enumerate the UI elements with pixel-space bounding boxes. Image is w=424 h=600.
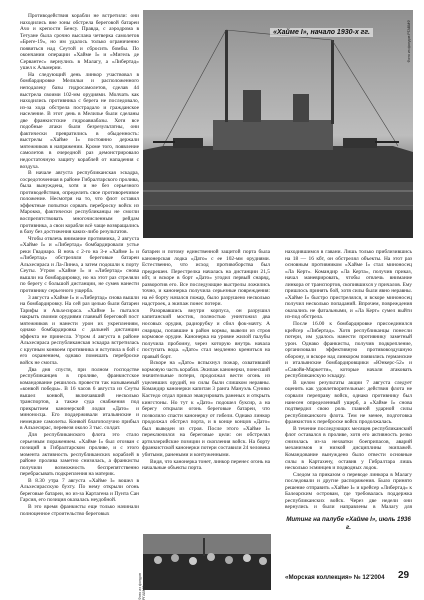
battleship-photo-top [143,10,413,238]
text-column-3 [285,249,412,509]
photo-credit: Фото из фондов РГАВМФ [407,20,411,63]
crew-meeting-photo [143,534,271,590]
paragraph: В целом результаты акции 7 августа следует оценить как удовлетворительные: действия флота не сорвали переправу войск, однако противнику был нанесен определенный ущерб, а «Хайме I» снова подтвердил свою роль главной ударной силы республиканского флота. Тем не менее, подготовка франкистов к переброске войск продолжалась. [285,379,412,426]
paragraph: Разорвавшись внутри корпуса, он разрушил капитанский мостик, полностью уничтожил два носовых орудия, радиорубку и сбил фок-мачту. А снаряды, попавшие в район кормы, вывели из строя кормовое орудие. Канонерка на уровне жилой палубы получила пробоину, через которую внутрь начала поступать вода. «Дато» стал медленно крениться на правый борт. [142,307,270,360]
photo-credit: Фото из фондов РГАВМФ [138,573,146,600]
paragraph: Два дня спустя, при полном господстве республиканцев в проливе, франкистское командование решилось провести так называемый «конвой победы». В 16 часов 6 августа из Сеуты вышел конвой, включавший несколько транспортов, а также суда снабжения под прикрытием канонерской лодки «Дато» и миноносца. Его поддерживали итальянские и немецкие самолеты. Конвой благополучно прибыл в Альхесирас, перевезя около 3 тыс. солдат. [20,366,139,432]
paragraph: 3 августа «Хайме I» и «Либертад» снова вышли на бомбардировку. На сей раз целью были батареи Тарифы и Альхесираса. «Хайме I» пытался накрыть своими орудиями главный береговой пост мятежников и нанести урон их укреплениям, однако бомбардировка с дальней дистанции эффекта не принесла. Утром 4 августа в районе Альхесираса республиканская эскадра встретилась с крупным конвоем противника и вступила в бой с его охранением, однако помешать переброске войск не смогла. [20,294,139,366]
paragraph: В 8.30 утра 7 августа «Хайме I» вошел в Альхесирасскую бухту. По нему открыли огонь береговые батареи, но из-за Картагена и Пунта Сан Гарсия, его позиция оказалась неудобной. [20,477,139,504]
paragraph: В течение последующих месяцев республиканский флот оставался в проливе, хотя его активность резко снизилась из-за нехватки боеприпасов, аварий механизмов и низкой дисциплины экипажей. Командование вынуждено было отвести основные силы в Картахену, оставив у Гибралтара лишь несколько эсминцев и подводных лодок. [285,425,412,472]
journal-footer: «Морская коллекция» № 12'2004 [285,574,385,581]
photo-caption: Митинг на палубе «Хайме I», июль 1936 г. [286,516,411,531]
paragraph: Для республиканского флота это стало серьезным поражением. «Хайме I» был отозван с позиций в Гибралтарском проливе, и с этого момента активность республиканских кораблей в районе пролива заметно снизилась, а франкисты получили возможность беспрепятственно перебрасывать подкрепления на материк. [20,432,139,478]
paragraph: В это время франкисты еще только начинали полноценное строительство береговых [20,504,139,517]
page-number: 29 [398,570,410,581]
paragraph: Видя, что канонерка тонет, линкор перенес огонь на начальные объекты порта. [142,458,270,472]
paragraph: Чтобы отвлечь внимание противника, 2 августа «Хайме I» и «Либертад» бомбардировали устье реки Гвадиаро. В ночь с 2-го на 3-е «Хайме I» и «Либертад» обстреляли береговые батареи Альхесираса и Ла-Линеа, а затем подошли к порту Сеуты. Утром «Хайме I» и «Либертад» снова вышли на бомбардировку, но на этот раз стреляли по берегу с большой дистанции, не сумев нанести противнику серьезного ущерба. [20,235,139,294]
battleship-illustration [143,10,413,238]
paragraph: На следующий день линкор участвовал в бомбардировке Мелильи и расположенного неподалеку базы гидросамолетов, сделав 44 выстрела своими 102-мм орудиями. Молчать как находились противника с берега не последовало, из-за хода обстрела пострадало и гражданское население. В этот день в Мелилье были сделаны две франкистские гидроавиабазы. Хотя все подобные атаки были безрезультатны, они фактически превратились в обыденность: выстрелы «Хайме I» постоянно держали мятежников в напряжении. Кроме того, появление самолетов в очередной раз демонстрировало недостаточную защиту кораблей от нападения с воздуха. [20,71,139,170]
photo-overlay-caption: «Хайме I», начало 1930-х гг. [270,28,373,37]
paragraph: Противодействия корабли не встретили: они находились вне зоны обстрела береговой батареи Ачо и крепости Бенсу. Правда, с аэродрома в Тетуане была срочно выслана четверка самолетов «Бреге-19», но им удалось только ограниченно появиться над Сеутой и сбросить бомбы. По окончании операции «Хайме I» и «Мигель де Сервантес» вернулись в Малагу, а «Либертад» ушел к Альмерии. [20,13,139,72]
paragraph: батареи и потому единственной защитой порта была канонерская лодка «Дато» с ее 102-мм орудиями. Естественно, что исход противоборства был предрешен. Перестрелка началась на дистанции 21,5 кбт, и вскоре в борт «Дато» угодил первый снаряд, разворотив его. Все последующие выстрелы ложились точно, и канонерка получила серьезные повреждения: на её борту начался пожар, было разрушено несколько надстроек, а экипаж понес потери. [142,249,270,308]
paragraph: Вскоре на «Дато» вспыхнул пожар, охвативший кормовую часть корабля. Экипаж канонерки, понесший значительные потери, продолжал вести огонь из уцелевших орудий, но силы были слишком неравны. Командир канонерки капитан 3 ранга Мануэль Сунико Кастедо отдал приказ эвакуировать раненых и открыть кингстоны. Но тут к «Дато» подошел буксир, а на берегу открыли огонь береговые батареи, что позволило спасти канонерку от гибели. Однако линкор продолжал обстрел порта, и в конце концов «Дато» был выведен из строя. После этого «Хайме I» переключился на береговые цели: он обстрелял артиллерийские позиции и скопления войск. На борту франкистской канонерки потери составили 24 человека убитыми, ранеными и контуженными. [142,360,270,458]
paragraph: Следом за приказом о переводе линкора в Малагу последовали и другие распоряжения. Было принято решение отправить «Хайме I» и крейсер «Либертад» к Балеарским островам, где требовалась поддержка республиканских войск. Через две недели они вернулись и были направлены в Малагу для [285,471,412,509]
text-column-1 [20,13,139,585]
text-column-2 [142,249,270,529]
crew-illustration [143,534,271,590]
paragraph: В начале августа республиканская эскадра, сосредоточенная в районе Гибралтарского пролива, была вынуждена, хотя и не без серьезного противодействия, определить свое противоречивое положение. Несмотря на то, что флот оставил эффектные попытки сорвать переброску войск из Марокко, фактически республиканцы не смогли воспрепятствовать многочисленным рейдам противника, а свои корабли всё чаще возвращались в базу без достижения каких-либо результатов. [20,170,139,236]
paragraph: После 16.00 к бомбардировке присоединился крейсер «Либертад». Хотя республиканцы понесли потери, им удалось нанести противнику заметный урон. Однако франкисты, получив подкрепление, организовали эффективную противовоздушную оборону, и вскоре над линкором появились германские и итальянские бомбардировщики «Юнкерс-52» и «Савойя-Маркетти», которые начали атаковать республиканскую эскадру. [285,321,412,380]
paragraph: находившимся в гавани. Лишь только приблизившись на 18 — 16 кбт, он обстрелял объекты. На этот раз основным противником «Хайме I» стал миноносец «Ла Керт». Командир «Ла Керта», получив приказ, начал маневрировать, чтобы отвлечь внимание линкора от транспортов, скопившихся у причалов. Ему пришлось принять бой, хотя силы были явно неравны. «Хайме I» быстро пристрелялся, и вскоре миноносец получил несколько попаданий. Впрочем, повреждения оказались не фатальными, и «Ла Керт» сумел выйти из-под обстрела. [285,249,412,321]
